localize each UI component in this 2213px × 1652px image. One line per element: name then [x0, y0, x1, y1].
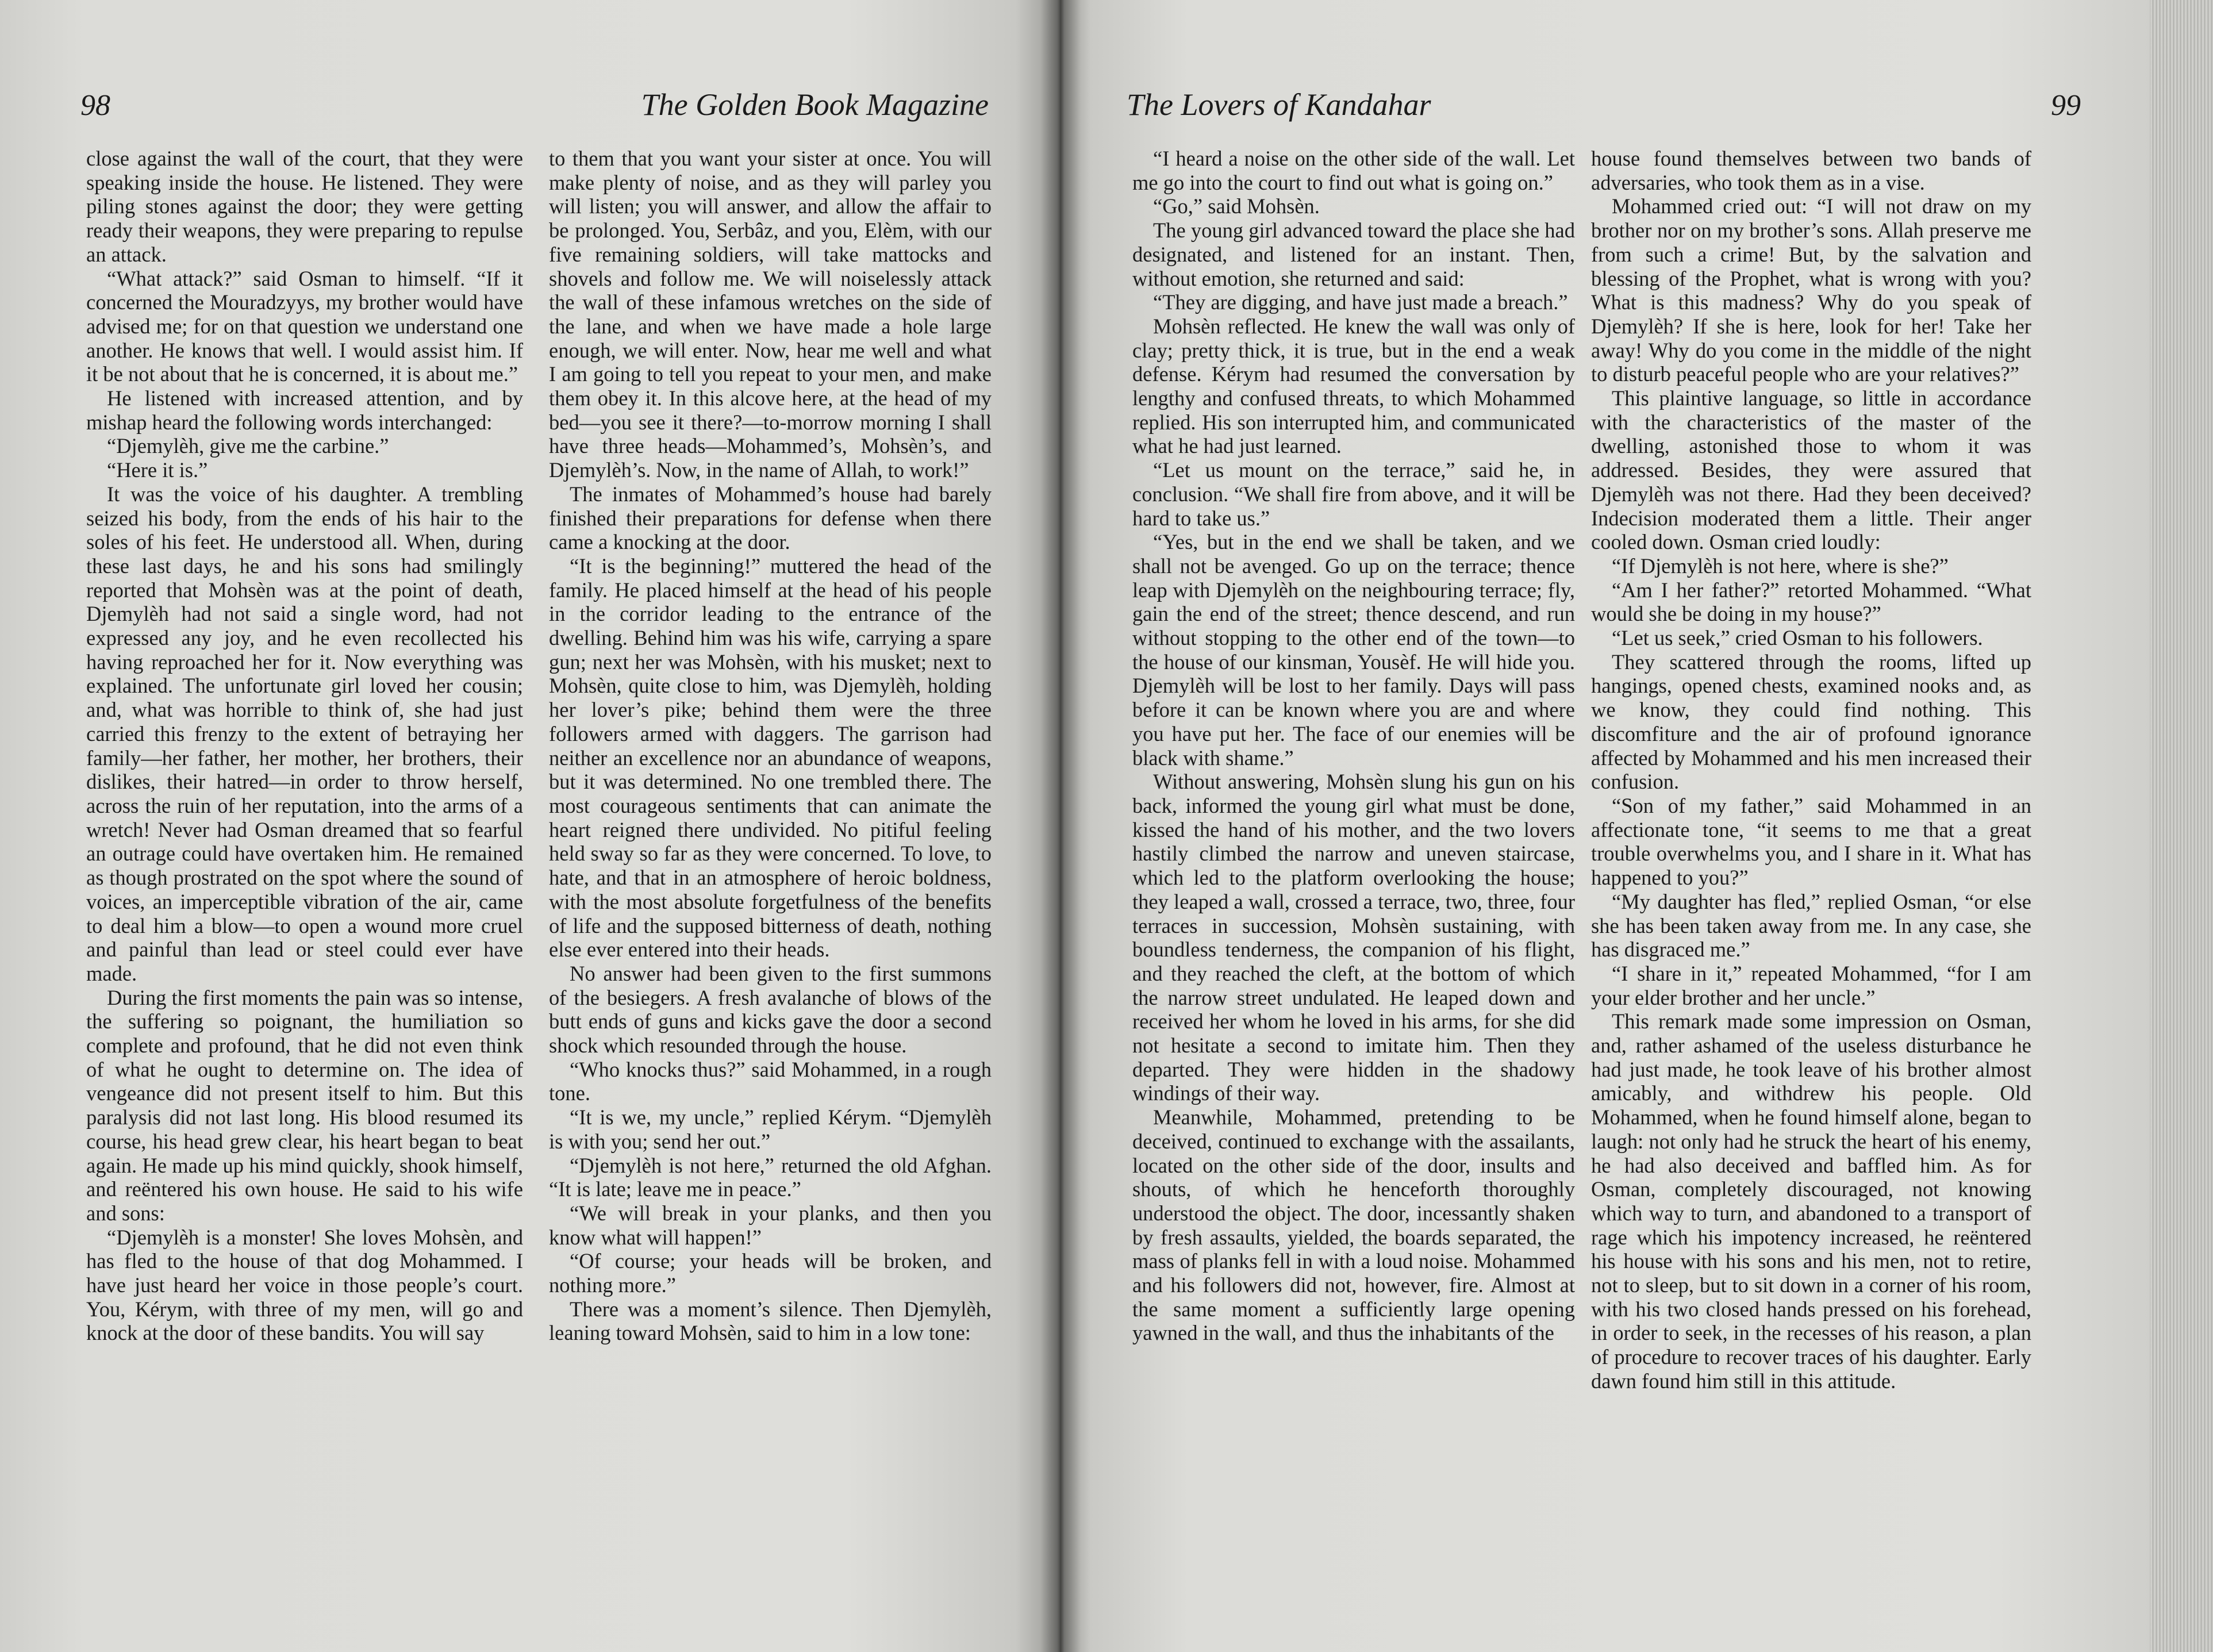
- right-folio: 99: [2051, 89, 2081, 122]
- paragraph: “I share in it,” repeated Mohammed, “for I am your elder brother and her uncle.”: [1591, 961, 2031, 1009]
- left-folio: 98: [80, 89, 110, 122]
- paragraph: “Who knocks thus?” said Mohammed, in a rough tone.: [549, 1057, 992, 1105]
- paragraph: “If Djemylèh is not here, where is she?”: [1612, 554, 1949, 578]
- right-page: [1058, 0, 2150, 1652]
- paragraph: Without answering, Mohsèn slung his gun on his back, informed the young girl what must be done, kissed the hand of his mother, and the two lovers hastily climbed the narrow and uneven staircase, which led to the platform overlooking the house; they leaped a wall, crossed a terrace, two, three, four terraces in succession, Mohsèn sustaining, with boundless tenderness, the companion of his flight, and they reached the cleft, at the bottom of which the narrow street undulated. He leaped down and received her whom he loved in his arms, for she did not hesitate a second to imitate him. Then they departed. They were hidden in the shadowy windings of their way.: [1132, 770, 1575, 1105]
- paragraph: close against the wall of the court, that they were speaking inside the house. He listened. They were piling stones against the door; they were getting ready their weapons, they were preparing to repulse an attack.: [86, 147, 523, 266]
- paragraph: “Yes, but in the end we shall be taken, and we shall not be avenged. Go up on the terrace; thence leap with Djemylèh on the neighbouring terrace; fly, gain the end of the street; thence descend, and run without stopping to the other end of the town—to the house of our kinsman, Yousèf. He will hide you. Djemylèh will be lost to her family. Days will pass before it can be known where you are and where you have put her. The face of our enemies will be black with shame.”: [1132, 530, 1575, 770]
- book-gutter: [1040, 0, 1081, 1652]
- paragraph: “Son of my father,” said Mohammed in an affectionate tone, “it seems to me that a great trouble overwhelms you, and I share in it. What has happened to you?”: [1591, 793, 2031, 890]
- right-page-column-1: [1132, 147, 1575, 1345]
- paragraph: “What attack?” said Osman to himself. “If it concerned the Mouradzyys, my brother would have advised me; for on that question we understand one another. He knows that well. I would assist him. If it be not about that he is concerned, it is about me.”: [86, 266, 523, 386]
- paragraph: “Djemylèh is not here,” returned the old Afghan. “It is late; leave me in peace.”: [549, 1153, 992, 1201]
- paragraph: “It is the beginning!” muttered the head of the family. He placed himself at the head of his people in the corridor leading to the entrance of the dwelling. Behind him was his wife, carrying a spare gun; next her was Mohsèn, with his musket; next to Mohsèn, quite close to him, was Djemylèh, holding her lover’s pike; behind them were the three followers armed with daggers. The garrison had neither an excellence nor an abundance of weapons, but it was determined. No one trembled there. The most courageous sentiments that can animate the heart reigned there undivided. No pitiful feeling held sway so far as they were concerned. To love, to hate, and that in an atmosphere of heroic boldness, with the most absolute forgetfulness of the benefits of life and the supposed bitterness of death, nothing else ever entered into their heads.: [549, 554, 992, 962]
- paragraph: Mohammed cried out: “I will not draw on my brother nor on my brother’s sons. Allah preserve me from such a crime! But, by the salvation and blessing of the Prophet, what is wrong with you? What is this madness? Why do you speak of Djemylèh? If she is here, look for her! Take her away! Why do you come in the middle of the night to disturb peaceful people who are your relatives?”: [1591, 194, 2031, 386]
- paragraph: “It is we, my uncle,” replied Kérym. “Djemylèh is with you; send her out.”: [549, 1105, 992, 1153]
- paragraph: No answer had been given to the first summons of the besiegers. A fresh avalanche of blows of the butt ends of guns and kicks gave the door a second shock which resounded through the house.: [549, 961, 992, 1058]
- paragraph: The young girl advanced toward the place she had designated, and listened for an instant. Then, without emotion, she returned and said:: [1132, 218, 1575, 290]
- paragraph: “My daughter has fled,” replied Osman, “or else she has been taken away from me. In any case, she has disgraced me.”: [1591, 889, 2031, 962]
- paragraph: He listened with increased attention, and by mishap heard the following words interchanged:: [86, 386, 523, 434]
- right-running-head: The Lovers of Kandahar: [1127, 87, 1431, 122]
- paragraph: “Go,” said Mohsèn.: [1153, 194, 1320, 218]
- paragraph: “Let us mount on the terrace,” said he, in conclusion. “We shall fire from above, and it will be hard to take us.”: [1132, 458, 1575, 530]
- left-page-column-1: [86, 147, 523, 1345]
- left-page-column-2: [549, 147, 992, 1345]
- paragraph: “We will break in your planks, and then you know what will happen!”: [549, 1201, 992, 1249]
- paragraph: “Let us seek,” cried Osman to his followers.: [1612, 626, 1983, 650]
- paragraph: “Am I her father?” retorted Mohammed. “What would she be doing in my house?”: [1591, 578, 2031, 626]
- paragraph: “They are digging, and have just made a breach.”: [1153, 290, 1568, 314]
- paragraph: “I heard a noise on the other side of the wall. Let me go into the court to find out what is going on.”: [1132, 147, 1575, 194]
- paragraph: house found themselves between two bands of adversaries, who took them as in a vise.: [1591, 147, 2031, 194]
- left-running-head: The Golden Book Magazine: [641, 87, 989, 122]
- paragraph: “Djemylèh is a monster! She loves Mohsèn, and has fled to the house of that dog Mohammed. I have just heard her voice in those people’s court. You, Kérym, with three of my men, will go and knock at the door of these bandits. You will say: [86, 1225, 523, 1345]
- paragraph: They scattered through the rooms, lifted up hangings, opened chests, examined nooks and, as we know, they could find nothing. This discomfiture and the air of profound ignorance affected by Mohammed and his men increased their confusion.: [1591, 650, 2031, 794]
- paragraph: “Djemylèh, give me the carbine.”: [107, 434, 389, 458]
- left-page: [0, 0, 1058, 1652]
- paragraph: During the first moments the pain was so intense, the suffering so poignant, the humiliation so complete and profound, that he did not even think of what he ought to determine on. The idea of vengeance did not present itself to him. But this paralysis did not last long. His blood resumed its course, his head grew clear, his heart began to beat again. He made up his mind quickly, shook himself, and reëntered his own house. He said to his wife and sons:: [86, 985, 523, 1225]
- paragraph: This remark made some impression on Osman, and, rather ashamed of the useless disturbance he had just made, he took leave of his brother almost amicably, and withdrew his people. Old Mohammed, when he found himself alone, began to laugh: not only had he struck the heart of his enemy, he had also deceived and baffled him. As for Osman, completely discouraged, not knowing which way to turn, and abandoned to a transport of rage which his impotency increased, he reëntered his house with his sons and his men, not to retire, not to sleep, but to sit down in a corner of his room, with his two closed hands pressed on his forehead, in order to seek, in the recesses of his reason, a plan of procedure to recover traces of his daughter. Early dawn found him still in this attitude.: [1591, 1009, 2031, 1393]
- paragraph: This plaintive language, so little in accordance with the characteristics of the master of the dwelling, astonished those to whom it was addressed. Besides, they were assured that Djemylèh was not there. Had they been deceived? Indecision moderated them a little. Their anger cooled down. Osman cried loudly:: [1591, 386, 2031, 554]
- paragraph: It was the voice of his daughter. A trembling seized his body, from the ends of his hair to the soles of his feet. He understood all. When, during these last days, he and his sons had smilingly reported that Mohsèn was at the point of death, Djemylèh had not said a single word, had not expressed any joy, and he even recollected his having reproached her for it. Now everything was explained. The unfortunate girl loved her cousin; and, what was horrible to think of, she had just carried this frenzy to the extent of betraying her family—her father, her mother, her brothers, their dislikes, their hatred—in order to throw herself, across the ruin of her reputation, into the arms of a wretch! Never had Osman dreamed that so fearful an outrage could have overtaken him. He remained as though prostrated on the spot where the sound of voices, an imperceptible vibration of the air, came to deal him a blow—to open a wound more cruel and painful than lead or steel could ever have made.: [86, 482, 523, 985]
- paragraph: to them that you want your sister at once. You will make plenty of noise, and as they will parley you will listen; you will answer, and allow the affair to be prolonged. You, Serbâz, and you, Elèm, with our five remaining soldiers, will take mattocks and shovels and follow me. We will noiselessly attack the wall of these infamous wretches on the side of the lane, and when we have made a hole large enough, we will enter. Now, hear me well and what I am going to tell you repeat to your men, and make them obey it. In this alcove here, at the head of my bed—you see it there?—to-morrow morning I shall have three heads—Mohammed’s, Mohsèn’s, and Djemylèh’s. Now, in the name of Allah, to work!”: [549, 147, 992, 482]
- paragraph: The inmates of Mohammed’s house had barely finished their preparations for defense when there came a knocking at the door.: [549, 482, 992, 554]
- right-page-column-2: [1591, 147, 2031, 1393]
- page-edges: [2150, 0, 2213, 1652]
- paragraph: “Of course; your heads will be broken, and nothing more.”: [549, 1249, 992, 1297]
- paragraph: There was a moment’s silence. Then Djemylèh, leaning toward Mohsèn, said to him in a low tone:: [549, 1297, 992, 1345]
- paragraph: “Here it is.”: [107, 458, 208, 482]
- paragraph: Meanwhile, Mohammed, pretending to be deceived, continued to exchange with the assailants, located on the other side of the door, insults and shouts, of which he henceforth thoroughly understood the object. The door, incessantly shaken by fresh assaults, yielded, the boards separated, the mass of planks fell in with a loud noise. Mohammed and his followers did not, however, fire. Almost at the same moment a sufficiently large opening yawned in the wall, and thus the inhabitants of the: [1132, 1105, 1575, 1345]
- paragraph: Mohsèn reflected. He knew the wall was only of clay; pretty thick, it is true, but in the end a weak defense. Kérym had resumed the conversation by lengthy and confused threats, to which Mohammed replied. His son interrupted him, and communicated what he had just learned.: [1132, 314, 1575, 458]
